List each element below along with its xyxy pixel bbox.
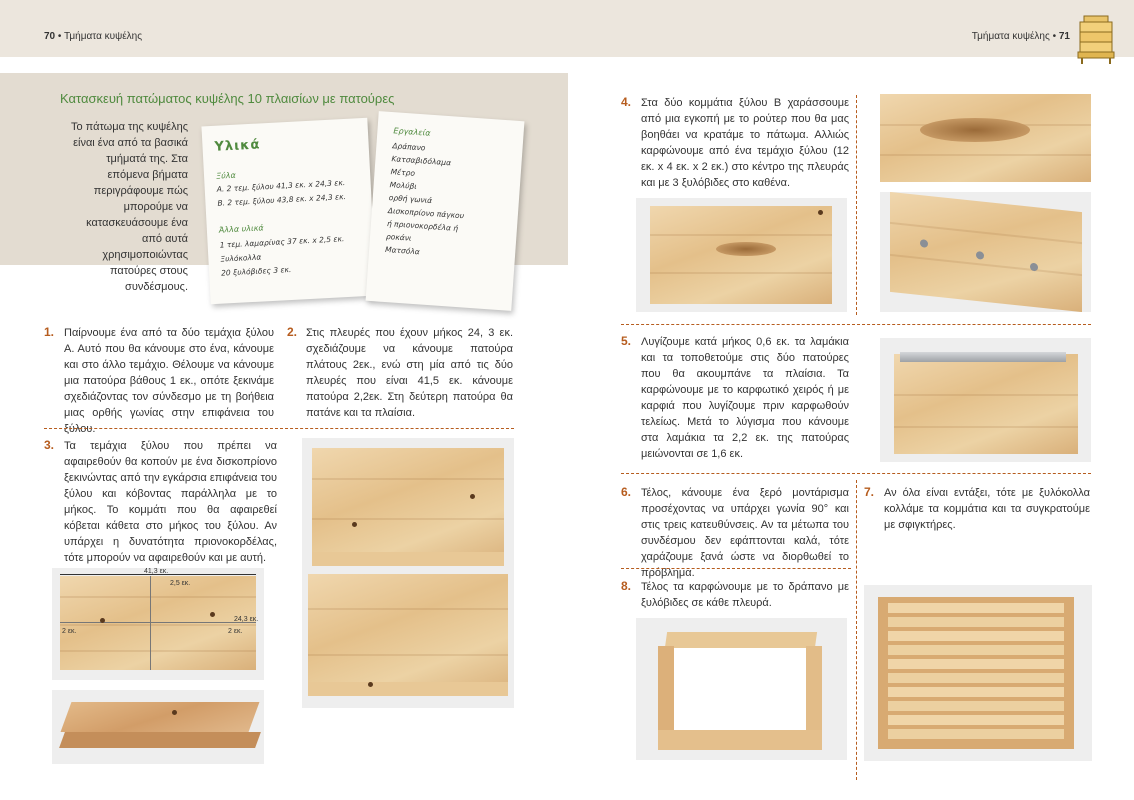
step-1-text: Παίρνουμε ένα από τα δύο τεμάχια ξύλου Α. Αυτό που θα κάνουμε στο ένα, κάνουμε και στο άλλο τεμάχιο. Θέλουμε να κάνουμε μια πατούρα βάθους 1 εκ., οπότε ξεκινάμε σχεδιάζοντας τον σύνδεσμο με τη βοήθεια μιας ορθής γωνίας στην επιφάνεια του ξύλου. [64,327,274,435]
intro-title: Κατασκευή πατώματος κυψέλης 10 πλαισίων με πατούρες [60,91,395,106]
dimension-left: 2 εκ. [62,628,77,635]
dimension-width: 41,3 εκ. [144,568,169,575]
dimension-right: 2 εκ. [228,628,243,635]
materials-other-2: Ξυλόκολλα [220,252,262,264]
materials-note [201,118,376,304]
right-page-header: Τμήματα κυψέλης • 71 [971,31,1070,42]
step-3-number: 3. [44,438,55,452]
measured-board-photo [52,568,264,680]
board-with-groove-photo [636,198,847,312]
step-8-text: Τέλος τα καρφώνουμε με το δράπανο με ξυλόβιδες σε κάθε πλευρά. [641,581,849,609]
step-divider [44,428,514,429]
board-edge-photo [52,690,264,764]
tools-note [366,111,525,311]
column-divider [856,480,857,780]
step-6-text: Τέλος, κάνουμε ένα ξερό μοντάρισμα προσέχοντας να υπάρχει γωνία 90° και στις τρεις κατευθύνσεις. Αν τα μέτωπα του συνδέσμου δεν εφάπτονται καλά, τότε χαράζουμε ξανά ώστε να διορθωθεί το πρόβλημα. [641,487,849,579]
left-page-header: 70 • Τμήματα κυψέλης [44,31,143,42]
assembled-frame-photo [636,618,847,760]
step-8-number: 8. [621,579,632,593]
left-section-title: Τμήματα κυψέλης [64,31,143,42]
step-6-number: 6. [621,485,632,499]
tools-item: Κατσαβιδόλαμα [391,154,452,168]
column-divider [856,95,857,315]
step-1-number: 1. [44,325,55,339]
beehive-icon [1076,14,1116,66]
step-2-number: 2. [287,325,298,339]
materials-title: Υλικά [214,137,261,155]
tools-item: Μολύβι [389,180,418,191]
metal-strip-photo [880,338,1091,462]
tools-item: Δισκοπρίονο πάγκου [387,206,465,221]
step-2-text: Στις πλευρές που έχουν μήκος 24, 3 εκ. σχεδιάζουμε να κάνουμε πατούρα πλάτους 2εκ., ενώ στη μία από τις δύο πλευρές που είναι 41,5 εκ. κάνουμε πατούρα 2,2εκ. Στη δεύτερη πατούρα θα πατάνε και τα πλαίσια. [306,327,513,419]
right-page-number: 71 [1058,31,1070,42]
materials-other-heading: Άλλα υλικά [218,223,264,235]
step-7-number: 7. [864,485,875,499]
materials-other-1: 1 τεμ. λαμαρίνας 37 εκ. x 2,5 εκ. [219,234,345,250]
materials-wood-b: Β. 2 τεμ. ξύλου 43,8 εκ. x 24,3 εκ. [217,192,347,208]
materials-wood-heading: Ξύλα [215,170,236,181]
tools-item: Μέτρο [390,167,416,178]
step-divider [621,324,1091,325]
two-boards-photo [302,438,514,708]
tools-item: ροκάνι [385,231,412,243]
tools-item: ή πριονοκορδέλα ή [386,218,459,233]
intro-text: Το πάτωμα της κυψέλης είναι ένα από τα βασικά τμήματά της. Στα επόμενα βήματα περιγράφουμε πώς μπορούμε να κατασκευάσουμε ένα από αυτά χρησιμοποιώντας πατούρες στους συνδέσμους. [70,121,188,293]
dimension-rabbet-top: 2,5 εκ. [170,580,191,587]
dimension-height: 24,3 εκ. [234,616,259,623]
step-5-text: Λυγίζουμε κατά μήκος 0,6 εκ. τα λαμάκια και τα τοποθετούμε στις δύο πατούρες που θα ακουμπάνε τα πλαίσια. Τα καρφώνουμε με το καρφωτικό χειρός ή με καρφιά που λυγίζουμε πριν καρφωθούν τελείως. Μετά το λύγισμα που κάνουμε στα λαμάκια τα 2,2 εκ. της πατούρας μειώνονται σε 1,6 εκ. [641,336,849,460]
step-4-text: Στα δύο κομμάτια ξύλου Β χαράσσουμε από μια εγκοπή με το ρούτερ που θα μας βοηθάει να κρατάμε το πάτωμα. Αλλιώς καρφώνουμε από ένα τεμάχιο ξύλου (12 εκ. x 4 εκ. x 2 εκ.) στο κέντρο της πλευράς και με 3 ξυλόβιδες στο καθένα. [641,97,849,189]
tools-item: Ματσόλα [384,244,421,257]
tools-title: Εργαλεία [393,126,431,138]
tools-item: ορθή γωνιά [388,193,433,206]
tools-item: Δράπανο [392,141,426,153]
left-page-number: 70 [44,31,56,42]
step-divider [621,473,1091,474]
screwed-block-photo [880,192,1091,312]
step-3-text: Τα τεμάχια ξύλου που πρέπει να αφαιρεθούν θα κοπούν με ένα δισκοπρίονο ξεκινώντας από την εγκάρσια επιφάνεια του ξύλου και κόβοντας παράλληλα με το μήκος. Το κομμάτι που θα αφαιρεθεί κόβεται κάθετα στο μήκος του ξύλου. Αν υπάρχει η δυνατότητα πριονοκορδέλας, τότε μπορούν να αφαιρεθούν και με αυτή. [64,440,277,564]
router-groove-photo [880,94,1091,182]
page-header [0,0,1134,57]
materials-wood-a: Α. 2 τεμ. ξύλου 41,3 εκ. x 24,3 εκ. [216,178,346,194]
step-divider [621,568,851,569]
right-section-title: Τμήματα κυψέλης [971,31,1050,42]
frames-in-box-photo [864,585,1092,761]
step-7-text: Αν όλα είναι εντάξει, τότε με ξυλόκολλα κολλάμε τα κομμάτια και τα συγκρατούμε με σφιγκτήρες. [884,487,1090,531]
step-4-number: 4. [621,95,632,109]
step-5-number: 5. [621,334,632,348]
materials-other-3: 20 ξυλόβιδες 3 εκ. [220,264,292,278]
